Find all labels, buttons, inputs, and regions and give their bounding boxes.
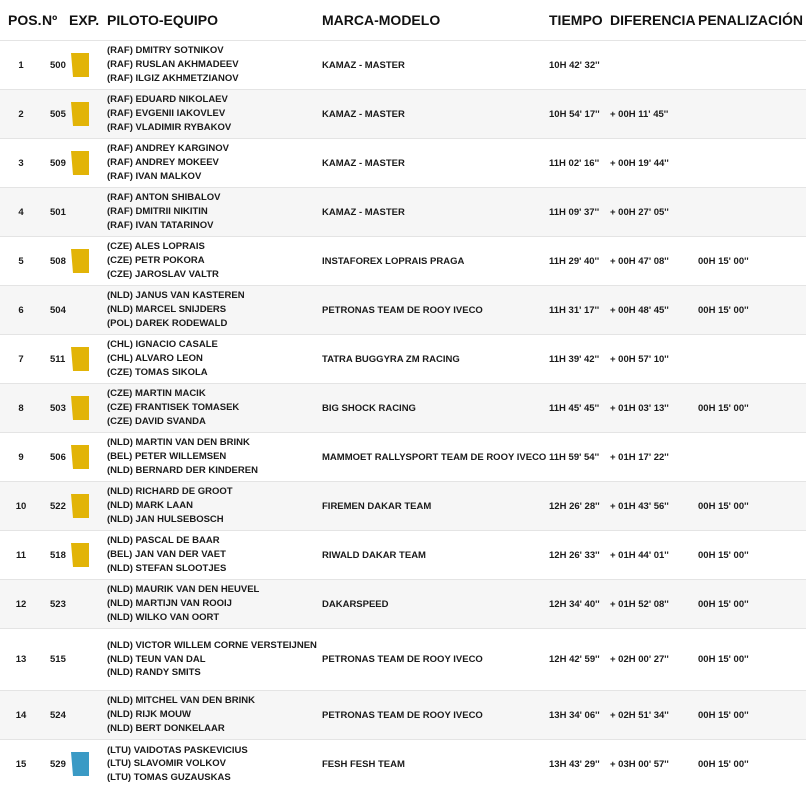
crew-member: (RAF) ANDREY MOKEEV <box>107 157 219 169</box>
crew-member: (RAF) VLADIMIR RYBAKOV <box>107 121 232 133</box>
penalty-cell: 00H 15' 00'' <box>698 758 749 770</box>
experience-cell <box>69 691 107 740</box>
crew-cell <box>107 384 322 433</box>
table-row <box>0 286 806 335</box>
position-cell: 6 <box>18 304 24 316</box>
yellow-flag-icon <box>71 445 89 469</box>
experience-cell <box>69 286 107 335</box>
experience-cell <box>69 580 107 629</box>
time-cell: 11H 59' 54'' <box>549 451 600 463</box>
crew-member: (NLD) JAN HULSEBOSCH <box>107 513 224 525</box>
number-cell: 506 <box>50 451 66 463</box>
table-row <box>0 384 806 433</box>
time-cell: 13H 43' 29'' <box>549 758 600 770</box>
crew-cell <box>107 482 322 531</box>
crew-member: (RAF) ANTON SHIBALOV <box>107 192 221 204</box>
crew-member: (CZE) DAVID SVANDA <box>107 415 206 427</box>
table-row <box>0 629 806 691</box>
brand-cell: PETRONAS TEAM DE ROOY IVECO <box>322 654 483 665</box>
crew-cell <box>107 433 322 482</box>
time-cell: 11H 29' 40'' <box>549 255 600 267</box>
crew-cell <box>107 41 322 90</box>
header-num: Nº <box>42 12 58 28</box>
yellow-flag-icon <box>71 543 89 567</box>
penalty-cell <box>698 335 806 384</box>
number-cell: 508 <box>50 255 66 267</box>
crew-member: (NLD) JANUS VAN KASTEREN <box>107 290 245 302</box>
crew-member: (RAF) DMITRII NIKITIN <box>107 206 208 218</box>
experience-cell <box>69 90 107 139</box>
difference-cell: + 00H 27' 05'' <box>610 206 669 218</box>
yellow-flag-icon <box>71 249 89 273</box>
crew-cell <box>107 531 322 580</box>
difference-cell: + 00H 47' 08'' <box>610 255 669 267</box>
crew-member: (RAF) IVAN MALKOV <box>107 170 202 182</box>
crew-member: (CZE) JAROSLAV VALTR <box>107 268 219 280</box>
number-cell: 515 <box>50 654 66 665</box>
table-row <box>0 433 806 482</box>
crew-cell <box>107 629 322 691</box>
table-row <box>0 580 806 629</box>
crew-member: (NLD) RIJK MOUW <box>107 709 191 721</box>
experience-cell <box>69 433 107 482</box>
crew-cell <box>107 335 322 384</box>
difference-cell: + 00H 11' 45'' <box>610 108 669 120</box>
crew-cell <box>107 139 322 188</box>
position-cell: 9 <box>18 451 24 463</box>
position-cell: 13 <box>15 654 27 665</box>
table-row <box>0 90 806 139</box>
brand-cell: MAMMOET RALLYSPORT TEAM DE ROOY IVECO <box>322 451 547 463</box>
crew-member: (CZE) FRANTISEK TOMASEK <box>107 402 240 414</box>
difference-cell: + 00H 48' 45'' <box>610 304 669 316</box>
brand-cell: TATRA BUGGYRA ZM RACING <box>322 353 460 365</box>
position-cell: 3 <box>18 157 24 169</box>
crew-member: (RAF) EDUARD NIKOLAEV <box>107 94 228 106</box>
number-cell: 501 <box>50 206 66 218</box>
difference-cell: + 01H 44' 01'' <box>610 549 669 561</box>
crew-member: (CZE) MARTIN MACIK <box>107 388 206 400</box>
penalty-cell: 00H 15' 00'' <box>698 255 749 267</box>
experience-cell <box>69 384 107 433</box>
crew-member: (BEL) JAN VAN DER VAET <box>107 549 226 561</box>
table-row <box>0 41 806 90</box>
crew-member: (NLD) STEFAN SLOOTJES <box>107 562 227 574</box>
crew-member: (CZE) PETR POKORA <box>107 255 205 267</box>
table-row <box>0 691 806 740</box>
time-cell: 12H 26' 28'' <box>549 500 600 512</box>
crew-member: (NLD) RANDY SMITS <box>107 667 201 679</box>
difference-cell: + 01H 03' 13'' <box>610 402 669 414</box>
brand-cell: KAMAZ - MASTER <box>322 206 405 218</box>
difference-cell: + 02H 00' 27'' <box>610 654 669 665</box>
table-row <box>0 139 806 188</box>
difference-cell: + 01H 52' 08'' <box>610 598 669 610</box>
penalty-cell: 00H 15' 00'' <box>698 709 749 721</box>
number-cell: 511 <box>50 353 66 365</box>
position-cell: 5 <box>18 255 24 267</box>
penalty-cell <box>698 139 806 188</box>
number-cell: 523 <box>50 598 66 610</box>
crew-member: (CZE) ALES LOPRAIS <box>107 241 205 253</box>
crew-cell <box>107 740 322 789</box>
difference-cell: + 01H 17' 22'' <box>610 451 669 463</box>
time-cell: 11H 02' 16'' <box>549 157 600 169</box>
crew-member: (NLD) MAURIK VAN DEN HEUVEL <box>107 584 260 596</box>
penalty-cell: 00H 15' 00'' <box>698 549 749 561</box>
position-cell: 1 <box>18 59 24 71</box>
crew-member: (RAF) ILGIZ AKHMETZIANOV <box>107 72 239 84</box>
time-cell: 11H 09' 37'' <box>549 206 600 218</box>
position-cell: 14 <box>15 709 27 721</box>
difference-cell: + 00H 57' 10'' <box>610 353 669 365</box>
brand-cell: KAMAZ - MASTER <box>322 59 405 71</box>
position-cell: 10 <box>15 500 27 512</box>
experience-cell <box>69 139 107 188</box>
crew-cell <box>107 90 322 139</box>
crew-member: (LTU) TOMAS GUZAUSKAS <box>107 772 231 784</box>
number-cell: 529 <box>50 758 66 770</box>
crew-member: (NLD) MARTIN VAN DEN BRINK <box>107 437 250 449</box>
yellow-flag-icon <box>71 102 89 126</box>
penalty-cell <box>698 188 806 237</box>
brand-cell: FESH FESH TEAM <box>322 758 405 770</box>
header-exp: EXP. <box>69 12 100 28</box>
crew-member: (BEL) PETER WILLEMSEN <box>107 451 227 463</box>
experience-cell <box>69 629 107 691</box>
crew-member: (NLD) PASCAL DE BAAR <box>107 535 220 547</box>
crew-member: (NLD) TEUN VAN DAL <box>107 653 206 665</box>
brand-cell: PETRONAS TEAM DE ROOY IVECO <box>322 709 483 721</box>
penalty-cell <box>698 41 806 90</box>
crew-member: (NLD) WILKO VAN OORT <box>107 611 220 623</box>
time-cell: 12H 26' 33'' <box>549 549 600 561</box>
time-cell: 10H 54' 17'' <box>549 108 600 120</box>
crew-member: (NLD) RICHARD DE GROOT <box>107 486 233 498</box>
brand-cell: KAMAZ - MASTER <box>322 108 405 120</box>
time-cell: 13H 34' 06'' <box>549 709 600 721</box>
time-cell: 12H 34' 40'' <box>549 598 600 610</box>
position-cell: 7 <box>18 353 24 365</box>
time-cell: 11H 45' 45'' <box>549 402 600 414</box>
table-row <box>0 188 806 237</box>
penalty-cell <box>698 433 806 482</box>
number-cell: 524 <box>50 709 66 721</box>
crew-member: (NLD) MITCHEL VAN DEN BRINK <box>107 695 255 707</box>
brand-cell: RIWALD DAKAR TEAM <box>322 549 426 561</box>
experience-cell <box>69 482 107 531</box>
difference-cell: + 00H 19' 44'' <box>610 157 669 169</box>
crew-member: (NLD) MARCEL SNIJDERS <box>107 304 227 316</box>
position-cell: 15 <box>15 758 27 770</box>
position-cell: 4 <box>18 206 24 218</box>
difference-cell: + 01H 43' 56'' <box>610 500 669 512</box>
crew-cell <box>107 691 322 740</box>
position-cell: 2 <box>18 108 24 120</box>
crew-member: (RAF) DMITRY SOTNIKOV <box>107 45 224 57</box>
penalty-cell: 00H 15' 00'' <box>698 654 749 665</box>
header-pos: POS. <box>8 12 42 28</box>
experience-cell <box>69 188 107 237</box>
position-cell: 11 <box>15 549 27 561</box>
number-cell: 505 <box>50 108 66 120</box>
crew-member: (CHL) IGNACIO CASALE <box>107 339 218 351</box>
experience-cell <box>69 740 107 789</box>
crew-cell <box>107 580 322 629</box>
table-row <box>0 335 806 384</box>
crew-member: (NLD) MARK LAAN <box>107 500 194 512</box>
brand-cell: KAMAZ - MASTER <box>322 157 405 169</box>
yellow-flag-icon <box>71 151 89 175</box>
crew-member: (RAF) IVAN TATARINOV <box>107 219 214 231</box>
header-brand: MARCA-MODELO <box>322 12 441 28</box>
crew-member: (NLD) MARTIJN VAN ROOIJ <box>107 598 232 610</box>
penalty-cell: 00H 15' 00'' <box>698 598 749 610</box>
experience-cell <box>69 237 107 286</box>
experience-cell <box>69 531 107 580</box>
table-row <box>0 482 806 531</box>
position-cell: 12 <box>15 598 27 610</box>
penalty-cell: 00H 15' 00'' <box>698 402 749 414</box>
table-row <box>0 740 806 789</box>
header-time: TIEMPO <box>549 12 603 28</box>
brand-cell: PETRONAS TEAM DE ROOY IVECO <box>322 304 483 316</box>
time-cell: 10H 42' 32'' <box>549 59 600 71</box>
header-diff: DIFERENCIA <box>610 12 696 28</box>
penalty-cell: 00H 15' 00'' <box>698 500 749 512</box>
brand-cell: FIREMEN DAKAR TEAM <box>322 500 432 512</box>
crew-cell <box>107 188 322 237</box>
header-penalty: PENALIZACIÓN <box>698 12 803 28</box>
time-cell: 11H 31' 17'' <box>549 304 600 316</box>
difference-cell <box>610 41 698 90</box>
number-cell: 518 <box>50 549 66 561</box>
number-cell: 504 <box>50 304 66 316</box>
brand-cell: BIG SHOCK RACING <box>322 402 416 414</box>
position-cell: 8 <box>18 402 24 414</box>
number-cell: 500 <box>50 59 66 71</box>
penalty-cell: 00H 15' 00'' <box>698 304 749 316</box>
crew-member: (LTU) SLAVOMIR VOLKOV <box>107 758 226 770</box>
experience-cell <box>69 41 107 90</box>
crew-member: (NLD) BERNARD DER KINDEREN <box>107 464 258 476</box>
yellow-flag-icon <box>71 494 89 518</box>
yellow-flag-icon <box>71 347 89 371</box>
difference-cell: + 02H 51' 34'' <box>610 709 669 721</box>
time-cell: 11H 39' 42'' <box>549 353 600 365</box>
table-row <box>0 237 806 286</box>
crew-member: (CZE) TOMAS SIKOLA <box>107 366 208 378</box>
results-body <box>0 41 806 789</box>
header-row <box>0 0 806 41</box>
crew-cell <box>107 286 322 335</box>
yellow-flag-icon <box>71 53 89 77</box>
crew-cell <box>107 237 322 286</box>
crew-member: (NLD) BERT DONKELAAR <box>107 722 225 734</box>
table-row <box>0 531 806 580</box>
crew-member: (NLD) VICTOR WILLEM CORNE VERSTEIJNEN <box>107 639 317 651</box>
brand-cell: INSTAFOREX LOPRAIS PRAGA <box>322 255 465 267</box>
crew-member: (RAF) ANDREY KARGINOV <box>107 143 229 155</box>
crew-member: (CHL) ALVARO LEON <box>107 353 203 365</box>
number-cell: 509 <box>50 157 66 169</box>
number-cell: 503 <box>50 402 66 414</box>
crew-member: (RAF) RUSLAN AKHMADEEV <box>107 59 239 71</box>
header-crew: PILOTO-EQUIPO <box>107 12 218 28</box>
experience-cell <box>69 335 107 384</box>
time-cell: 12H 42' 59'' <box>549 654 600 665</box>
crew-member: (LTU) VAIDOTAS PASKEVICIUS <box>107 744 248 756</box>
crew-member: (POL) DAREK RODEWALD <box>107 317 228 329</box>
difference-cell: + 03H 00' 57'' <box>610 758 669 770</box>
penalty-cell <box>698 90 806 139</box>
yellow-flag-icon <box>71 396 89 420</box>
blue-flag-icon <box>71 752 89 776</box>
crew-member: (RAF) EVGENII IAKOVLEV <box>107 108 226 120</box>
number-cell: 522 <box>50 500 66 512</box>
brand-cell: DAKARSPEED <box>322 598 389 610</box>
